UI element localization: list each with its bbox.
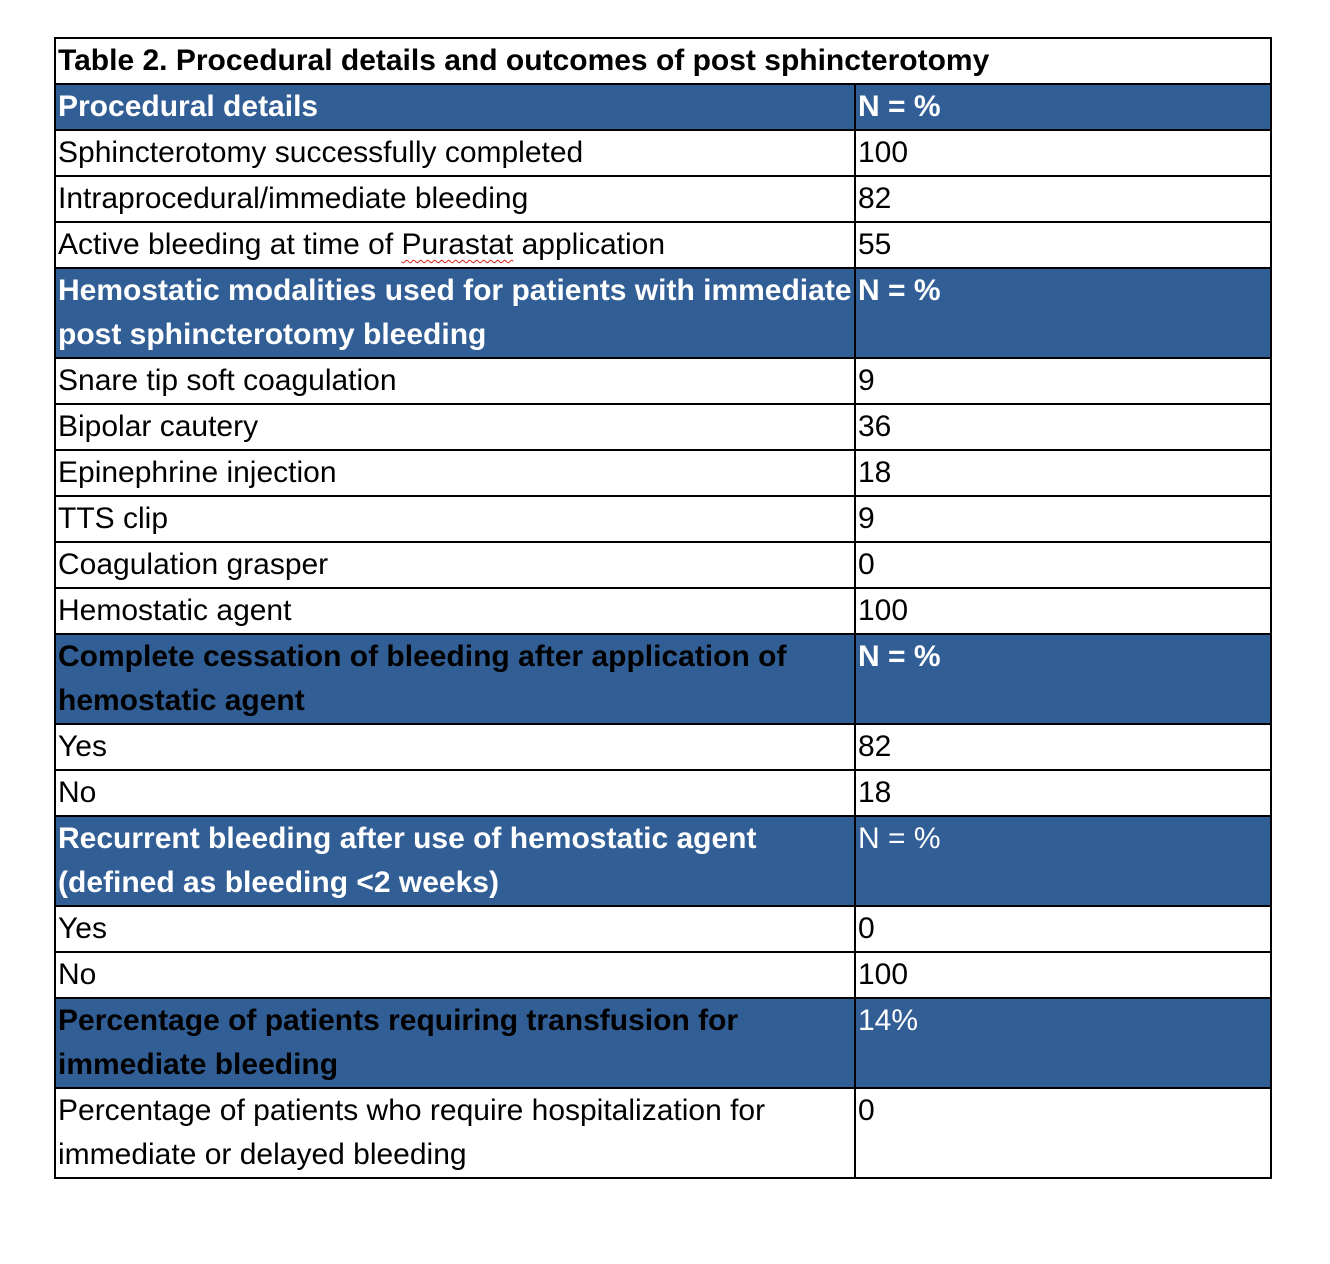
row-label: Bipolar cautery xyxy=(55,404,855,450)
section-header-row xyxy=(55,998,1271,1088)
row-value: 0 xyxy=(855,906,1271,952)
table-row xyxy=(55,952,1271,998)
row-label xyxy=(55,222,855,268)
row-label-after: application xyxy=(513,228,666,261)
table-row xyxy=(55,724,1271,770)
row-value: 36 xyxy=(855,404,1271,450)
table-row xyxy=(55,1088,1271,1178)
table-row xyxy=(55,770,1271,816)
row-label: Yes xyxy=(55,724,855,770)
row-label: Sphincterotomy successfully completed xyxy=(55,130,855,176)
row-label-before: Active bleeding at time of xyxy=(58,228,402,261)
section-header-row xyxy=(55,268,1271,358)
section-header-row xyxy=(55,634,1271,724)
table-row xyxy=(55,404,1271,450)
row-value: 18 xyxy=(855,450,1271,496)
section-header-value: N = % xyxy=(855,268,1271,358)
row-value: 100 xyxy=(855,588,1271,634)
table-title: Table 2. Procedural details and outcomes of post sphincterotomy xyxy=(55,38,1271,84)
section-header-value: N = % xyxy=(855,816,1271,906)
outcomes-table xyxy=(54,37,1272,1179)
section-header-label: Procedural details xyxy=(55,84,855,130)
section-header-label: Complete cessation of bleeding after application of hemostatic agent xyxy=(55,634,855,724)
row-label: TTS clip xyxy=(55,496,855,542)
row-value: 0 xyxy=(855,542,1271,588)
section-header-label: Percentage of patients requiring transfusion for immediate bleeding xyxy=(55,998,855,1088)
table-row xyxy=(55,222,1271,268)
row-label: Snare tip soft coagulation xyxy=(55,358,855,404)
row-label: Epinephrine injection xyxy=(55,450,855,496)
row-value: 100 xyxy=(855,130,1271,176)
table-row xyxy=(55,906,1271,952)
table-title-row xyxy=(55,38,1271,84)
row-label: Hemostatic agent xyxy=(55,588,855,634)
table-row xyxy=(55,542,1271,588)
section-header-label: Recurrent bleeding after use of hemostatic agent (defined as bleeding <2 weeks) xyxy=(55,816,855,906)
section-header-value: N = % xyxy=(855,634,1271,724)
row-label: Coagulation grasper xyxy=(55,542,855,588)
row-label: No xyxy=(55,770,855,816)
section-header-label: Hemostatic modalities used for patients with immediate post sphincterotomy bleeding xyxy=(55,268,855,358)
spellcheck-flagged-word: Purastat xyxy=(401,228,514,261)
row-label: Percentage of patients who require hospitalization for immediate or delayed bleeding xyxy=(55,1088,855,1178)
row-label: Yes xyxy=(55,906,855,952)
row-label: No xyxy=(55,952,855,998)
row-value: 9 xyxy=(855,358,1271,404)
row-value: 100 xyxy=(855,952,1271,998)
table-row xyxy=(55,450,1271,496)
row-value: 55 xyxy=(855,222,1271,268)
table-row xyxy=(55,496,1271,542)
row-value: 82 xyxy=(855,176,1271,222)
table-row xyxy=(55,588,1271,634)
section-header-row xyxy=(55,84,1271,130)
row-label: Intraprocedural/immediate bleeding xyxy=(55,176,855,222)
section-header-value: N = % xyxy=(855,84,1271,130)
table-row xyxy=(55,176,1271,222)
table-row xyxy=(55,358,1271,404)
table-row xyxy=(55,130,1271,176)
section-header-row xyxy=(55,816,1271,906)
row-value: 18 xyxy=(855,770,1271,816)
row-value: 9 xyxy=(855,496,1271,542)
row-value: 0 xyxy=(855,1088,1271,1178)
row-value: 82 xyxy=(855,724,1271,770)
section-header-value: 14% xyxy=(855,998,1271,1088)
